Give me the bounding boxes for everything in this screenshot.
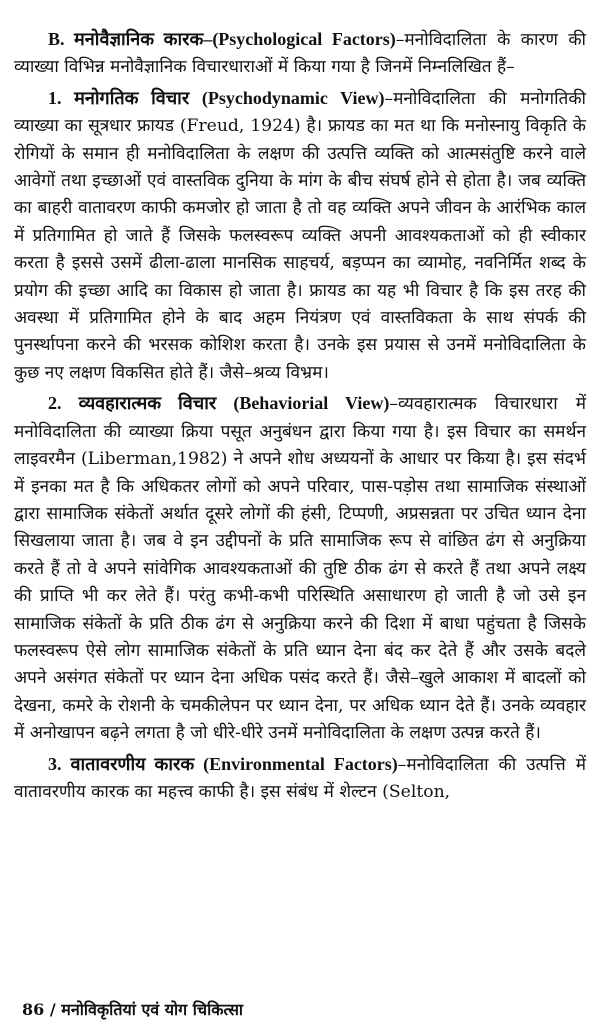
psychodynamic-text: –मनोविदालिता की मनोगतिकी व्याख्या का सूत्रधार फ्रायड (Freud, 1924) है। फ्रायड का मत था कि मनोस्नायु विकृति के रोगियों के समान ही मनोविदालिता के लक्षण की उत्पत्ति व्यक्ति को आत्मसंतुष्टि करने वाले आवेगों तथा इच्छाओं एवं वास्तविक दुनिया के मांग के बीच संघर्ष होने से होता है। जब व्यक्ति का बाहरी वातावरण काफी कमजोर हो जाता है तो वह व्यक्ति अपने जीवन के आरंभिक काल में प्रतिगामित हो जाते हैं जिसके फलस्वरूप व्यक्ति अपनी आवश्यकताओं को ही स्वीकार करता है इससे उसमें ढीला-ढाला मानसिक साहचर्य, बड़प्पन का व्यामोह, नवनिर्मित शब्द के प्रयोग की इच्छा आदि का विकास हो जाता है। फ्रायड का यह भी विचार है कि इस तरह की अवस्था में प्रतिगामित होने के बाद अहम नियंत्रण एवं वास्तविकता के साथ संपर्क की पुनर्स्थापना करने की भरसक कोशिश करता है। उनके इस प्रयास से उनमें मनोविदालिता के कुछ नए लक्षण विकसित होते हैं। जैसे–श्रव्य विभ्रम। <box>14 88 586 383</box>
section-b-paragraph <box>14 26 586 82</box>
psychodynamic-heading: 1. मनोगतिक विचार (Psychodynamic View) <box>48 87 385 108</box>
page-number: 86 <box>22 1000 45 1019</box>
environmental-paragraph <box>14 751 586 807</box>
footer-separator: / <box>49 1000 56 1019</box>
page-footer <box>22 998 243 1020</box>
behavioral-text: –व्यवहारात्मक विचारधारा में मनोविदालिता की व्याख्या क्रिया पसूत अनुबंधन द्वारा किया गया है। इस विचार का समर्थन लाइवरमैन (Liberman,1982) ने अपने शोध अध्ययनों के आधार पर किया है। इस संदर्भ में इनका मत है कि अधिकतर लोगों को अपने परिवार, पास-पड़ोस तथा सामाजिक संस्थाओं द्वारा सामाजिक संकेतों अर्थात दूसरे लोगों की हंसी, टिप्पणी, अप्रसन्नता पर उचित ध्यान देना सिखलाया जाता है। जब वे इन उद्दीपनों के प्रति सामाजिक रूप से वांछित ढंग से अनुक्रिया करते हैं तो वे अपने सांवेगिक आवश्यकताओं की तुष्टि ठीक ढंग से करते हैं तथा अपने लक्ष्य की प्राप्ति भी कर लेते हैं। परंतु कभी-कभी परिस्थिति असाधारण हो जाती है जो उसे इन सामाजिक संकेतों के प्रति ठीक ढंग से अनुक्रिया करने की दिशा में बाधा पहुंचता है जिसके फलस्वरूप ऐसे लोग सामाजिक संकेतों के प्रति ध्यान देना बंद कर देते हैं और उसके बदले अपने असंगत संकेतों पर ध्यान देना अधिक पसंद करते हैं। जैसे–खुले आकाश में बादलों को देखना, कमरे के रोशनी के चमकीलेपन पर ध्यान देना, पर अधिक ध्यान देते हैं। उनके व्यवहार में अनोखापन बढ़ने लगता है जो धीरे-धीरे उनमें मनोविदालिता के लक्षण उत्पन्न करते हैं। <box>14 394 586 744</box>
book-title: मनोविकृतियां एवं योग चिकित्सा <box>61 1000 244 1019</box>
environmental-text: –मनोविदालिता की उत्पत्ति में वातावरणीय कारक का महत्त्व काफी है। इस संबंध में शेल्टन (Selton, <box>14 754 586 802</box>
behavioral-heading: 2. व्यवहारात्मक विचार (Behaviorial View) <box>48 393 390 414</box>
environmental-heading: 3. वातावरणीय कारक (Environmental Factors) <box>48 753 398 774</box>
document-page <box>14 26 586 809</box>
section-b-text: –मनोविदालिता के कारण की व्याख्या विभिन्न मनोवैज्ञानिक विचारधाराओं में किया गया है जिनमें निम्नलिखित हैं– <box>14 30 587 78</box>
section-b-heading: B. मनोवैज्ञानिक कारक–(Psychological Factors) <box>48 29 396 49</box>
behavioral-paragraph <box>14 390 586 747</box>
psychodynamic-paragraph <box>14 85 586 387</box>
